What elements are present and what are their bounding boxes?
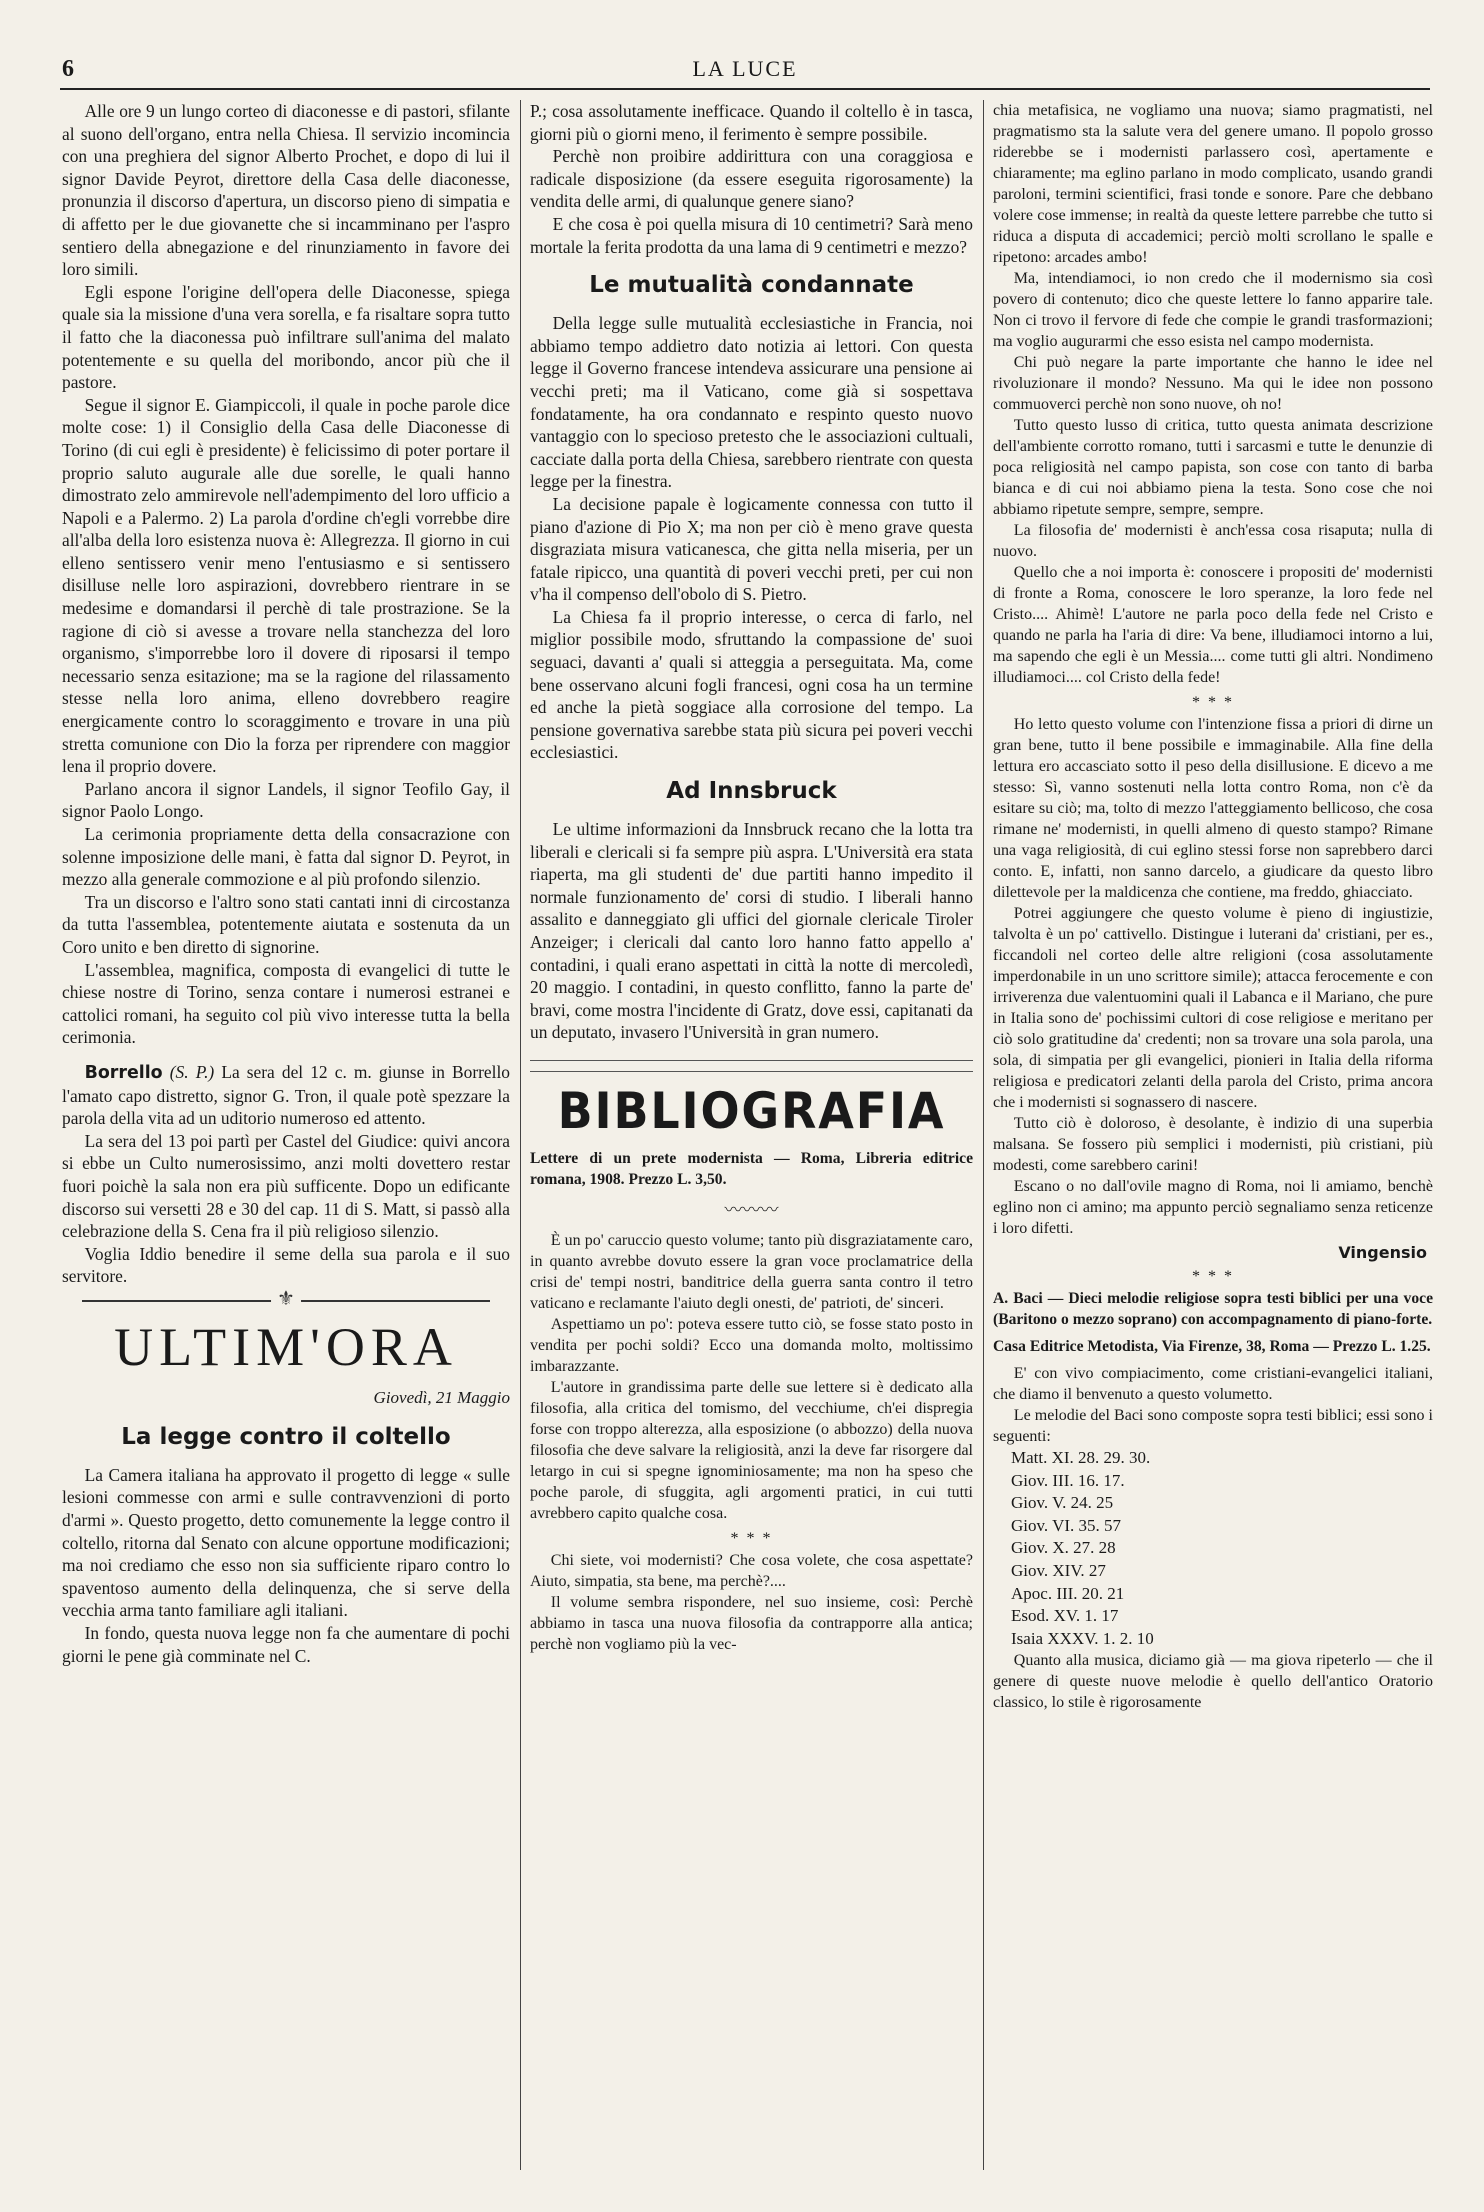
innsbruck-title: Ad Innsbruck (666, 778, 837, 805)
list-item: Esod. XV. 1. 17 (1011, 1606, 1119, 1626)
paragraph: L'assemblea, magnifica, composta di evangelici di tutte le chiese nostre di Torino, senza contare i numerosi estranei e cattolici romani, ha seguito col più vivo interesse tutta la bella cerimonia. (62, 959, 510, 1048)
paragraph: La decisione papale è logicamente connessa con tutto il piano d'azione di Pio X; ma non per ciò è meno grave questa disgraziata misura vaticanesca, che gitta nella miseria, per un fatale ripicco, una quantità di poveri vecchi preti, per cui non v'ha il compenso dell'obolo di S. Pietro. (530, 493, 973, 605)
column-1 (62, 100, 510, 2180)
masthead: LA LUCE (692, 56, 798, 81)
column-divider (983, 100, 984, 2170)
borrello-heading: Borrello (84, 1062, 163, 1083)
borrello-place: (S. P.) (169, 1061, 215, 1082)
paragraph: In fondo, questa nuova legge non fa che aumentare di pochi giorni le pene già comminate nel C. (62, 1623, 510, 1666)
paragraph: Voglia Iddio benedire il seme della sua parola e il suo servitore. (62, 1243, 510, 1287)
paragraph: Aspettiamo un po': poteva essere tutto ciò, se fosse stato posto in vendita per pochi soldi? Ecco una domanda molto, moltissimo imbarazzante. (530, 1315, 973, 1375)
ultimora-title: ULTIM'ORA (114, 1316, 458, 1377)
paragraph: Quello che a noi importa è: conoscere i propositi de' modernisti di fronte a Roma, conoscere le loro speranze, la loro fede nel Cristo.... Ahimè! L'autore ne parla poco della fede nel Cristo e quando ne parla ha l'aria di dire: Va bene, illudiamoci intorno a lui, ma sapendo che egli è un Messia.... come tutti gli altri. Nondimeno illudiamoci.... col Cristo della fede! (993, 564, 1433, 686)
paragraph: Il volume sembra rispondere, nel suo insieme, così: Perchè abbiamo in tasca una nuova filosofia da contrapporre alla antica; perchè non vogliamo più la vec- (530, 1593, 973, 1653)
list-item: Giov. V. 24. 25 (1011, 1493, 1114, 1513)
paragraph: Ho letto questo volume con l'intenzione fissa a priori di dirne un gran bene, tutto il bene possibile e immaginabile. Alla fine della lettura ero accasciato sotto il peso della disillusione. E dicevo a me stesso: Sì, vanno sostenuti nella lotta contro Roma, non c'è da esitare su ciò; ma, tolto di mezzo l'atteggiamento bellicoso, che cosa rimane ne' modernisti, in quelli almeno di questo stampo? Rimane una vaga religiosità, di cui eglino stessi forse non saprebbero darci conto. E, infatti, non sanno darcelo, a giudicare da questo libro dilettevole per la maldicenza che contiene, ma freddo, ghiacciato. (993, 716, 1433, 901)
paragraph: Chi siete, voi modernisti? Che cosa volete, che cosa aspettate? Aiuto, simpatia, sta bene, ma perchè?.... (530, 1551, 973, 1590)
book-citation: A. Baci — Dieci melodie religiose sopra testi biblici per una voce (Baritono o mezzo soprano) con accompagnamento di piano-forte. (993, 1290, 1433, 1328)
paragraph: Perchè non proibire addirittura con una coraggiosa e radicale disposizione (da essere eseguita rigorosamente) la vendita delle armi, di qualunque genere siano? (530, 146, 973, 212)
coltello-title: La legge contro il coltello (121, 1423, 451, 1450)
paragraph: Escano o no dall'ovile magno di Roma, noi li amiamo, benchè eglino non ci amino; ma appunto perciò segnaliamo senza reticenze i loro difetti. (993, 1178, 1433, 1237)
page-header (60, 52, 1430, 90)
publisher-info: Casa Editrice Metodista, Via Firenze, 38, Roma — Prezzo L. 1.25. (993, 1338, 1431, 1355)
list-item: Giov. VI. 35. 57 (1011, 1515, 1122, 1535)
paragraph: Tutto questo lusso di critica, tutto questa animata descrizione dell'ambiente corrotto romano, tutti i sarcasmi e tutte le denunzie di poca religiosità nel campo papista, son cose con tanto di barba bianca e di cui noi abbiamo piena la testa. Sono cose che noi abbiamo ripetute sempre, sempre, sempre. (993, 417, 1433, 518)
paragraph: Della legge sulle mutualità ecclesiastiche in Francia, noi abbiamo tempo addietro dato notizia ai lettori. Con questa legge il Governo francese intendeva assicurare una pensione ai vecchi preti; ma il Vaticano, come già si sospettava fondatamente, ha ora condannato e respinto questo nuovo vantaggio con lo specioso pretesto che le associazioni cultuali, cacciate dalla porta della Chiesa, sarebbero rientrate con questa legge per la finestra. (530, 313, 973, 492)
paragraph: Quanto alla musica, diciamo già — ma giova ripeterlo — che il genere di queste nuove melodie è quello dell'antico Oratorio classico, lo stile è rigorosamente (993, 1652, 1433, 1712)
column-3 (993, 100, 1433, 2180)
paragraph: La cerimonia propriamente detta della consacrazione con solenne imposizione delle mani, è fatta dal signor D. Peyrot, in mezzo alla generale commozione e al più profondo silenzio. (62, 824, 510, 890)
fleur-icon: ⚜ (271, 1286, 301, 1311)
paragraph: Segue il signor E. Giampiccoli, il quale in poche parole dice molte cose: 1) il Consiglio della Casa delle Diaconesse di Torino (di cui egli è presidente) è felicissimo di poter portare il proprio saluto augurale alle due sorelle, le quali hanno dimostrato zelo ammirevole nell'adempimento del loro ufficio a Napoli e a Palermo. 2) La parola d'ordine ch'egli vorrebbe dire all'alba della loro esistenza nuova è: Allegrezza. Il giorno in cui elleno sentissero venir meno l'entusiasmo e si sentissero disilluse nelle loro aspirazioni, dovrebbero rientrare in se medesime e domandarsi il perchè di tale prostrazione. Se la ragione di ciò si avesse a trovare nella stanchezza del loro organismo, s'imporrebbe loro il dovere di riposarsi il tempo necessario senza esitazione; ma se la ragione del rilassamento stesse nella loro anima, elleno dovrebbero reagire energicamente contro lo scoraggimento e trovare in una più stretta comunione con Dio la forza per riprendere con maggior lena il proprio dovere. (62, 394, 510, 777)
bible-references (1011, 1447, 1433, 1650)
paragraph: chia metafisica, ne vogliamo una nuova; siamo pragmatisti, nel pragmatismo sta la salute vera del genere umano. Il popolo grosso riderebbe se i modernisti parlassero così, apertamente e chiaramente; ma eglino parlano in modo complicato, usando grandi paroloni, termini scientifici, frasi tonde e sonore. Pare che debbano volere cose immense; in realtà da queste lettere parrebbe che tutto si riduca a disputa di accademici; perciò molti scrollano le spalle e ripetono: arcades ambo! (993, 102, 1433, 266)
mutualita-title: Le mutualità condannate (589, 272, 914, 299)
paragraph: Alle ore 9 un lungo corteo di diaconesse e di pastori, sfilante al suono dell'organo, entra nella Chiesa. Il servizio incomincia con una preghiera del signor Alberto Prochet, e dopo di lui il signor Davide Peyrot, direttore della Casa delle diaconesse, pronunzia il discorso d'apertura, un discorso pieno di simpatia e di affetto per le due giovanette che si incamminano per l'aspro sentiero della abnegazione e del rinunziamento in favore dei loro simili. (62, 101, 510, 280)
paragraph: Ma, intendiamoci, io non credo che il modernismo sia così povero di contenuto; dico che queste lettere lo fanno apparire tale. Non ci trovo il fervore di fede che compie le grandi trasformazioni; ma voglio augurarmi che esso esista nel campo modernista. (993, 270, 1433, 350)
paragraph: La sera del 12 c. m. giunse in Borrello l'amato capo distretto, signor G. Tron, il quale potè spezzare la parola della vita ad un uditorio numeroso ed attento. (62, 1061, 510, 1129)
wavy-divider (530, 1060, 973, 1072)
paragraph: E che cosa è poi quella misura di 10 centimetri? Sarà meno mortale la ferita prodotta da una lama di 9 centimetri e mezzo? (530, 213, 973, 257)
paragraph: Egli espone l'origine dell'opera delle Diaconesse, spiega quale sia la missione d'una vera sorella, e fa risaltare sopra tutto il fatto che la diaconessa può infiltrare sull'anima del malato potentemente e su quella del moribondo, ancor più che il pastore. (62, 281, 510, 393)
stars-ornament: * * * (730, 1529, 773, 1547)
list-item: Giov. III. 16. 17. (1011, 1470, 1125, 1490)
list-item: Apoc. III. 20. 21 (1011, 1583, 1125, 1603)
borrello-article (62, 1061, 510, 1130)
paragraph: È un po' caruccio questo volume; tanto più disgraziatamente caro, in quanto avrebbe dovuto essere la gran voce proclamatrice della crisi de' tempi nostri, banditrice della guerra santa contro il tetro vaticano e reclamante l'aiuto degli onesti, de' patrioti, de' sinceri. (530, 1231, 973, 1312)
ornament-divider (62, 1287, 510, 1312)
column-2 (530, 100, 973, 2180)
page-number: 6 (62, 56, 74, 82)
paragraph: Chi può negare la parte importante che hanno le idee nel rivoluzionare il mondo? Nessuno. Ma qui le idee non possono commuoverci perchè non sono nuove, oh no! (993, 354, 1433, 413)
paragraph: Le ultime informazioni da Innsbruck recano che la lotta tra liberali e clericali si fa sempre più aspra. L'Università era stata riaperta, ma gli studenti de' due partiti hanno impedito il normale funzionamento de' corsi di studio. I liberali hanno assalito e danneggiato gli uffici del giornale clericale Tiroler Anzeiger; i clericali dal canto loro hanno fatto appello a' contadini, i quali erano aspettati in città la notte di mercoledì, 20 maggio. I contadini, in questo conflitto, fanno la parte de' bravi, come mostra l'incidente di Gratz, dove essi, capitanati da un deputato, invasero l'Università in gran numero. (530, 819, 973, 1043)
tilde-ornament: 〰〰〰 (724, 1199, 779, 1220)
paragraph: Tutto ciò è doloroso, è desolante, è indizio di una superbia malsana. Se fossero più semplici i modernisti, più cristiani, più modesti, come sarebbero carini! (993, 1115, 1433, 1174)
paragraph: La Chiesa fa il proprio interesse, o cerca di farlo, nel miglior possibile modo, sfruttando la compassione de' suoi seguaci, davanti a' quali si atteggia a perseguitata. Ma, come bene osservano alcuni fogli francesi, ogni cosa ha un termine ed anche la pietà soggiace alla corrosione del tempo. La pensione governativa sarebbe stata più sicura pei poveri vecchi ecclesiastici. (530, 606, 973, 763)
paragraph: Le melodie del Baci sono composte sopra testi biblici; essi sono i seguenti: (993, 1407, 1433, 1445)
stars-ornament: * * * (1192, 1268, 1234, 1285)
bibliografia-title: BIBLIOGRAFIA (557, 1081, 946, 1140)
paragraph: P.; cosa assolutamente inefficace. Quando il coltello è in tasca, giorni più o giorni meno, il ferimento è sempre possibile. (530, 101, 973, 144)
author-signature: Vingensio (1338, 1243, 1427, 1262)
stars-ornament: * * * (1192, 694, 1234, 711)
list-item: Matt. XI. 28. 29. 30. (1011, 1448, 1151, 1467)
list-item: Giov. XIV. 27 (1011, 1560, 1106, 1580)
list-item: Giov. X. 27. 28 (1011, 1538, 1116, 1558)
paragraph: L'autore in grandissima parte delle sue lettere si è dedicato alla filosofia, alla critica del tomismo, del vecchiume, ch'ei dispregia forse con troppo alterezza, alla esposizione (o abbozzo) della nuova filosofia che deve salvare la religiosità, anzi la deve far risorgere dal letargo in cui si spegne ignominiosamente; ma non ha speso che poche parole, di sfuggita, agli argomenti pratici, in cui tutti avrebbero capito qualche cosa. (530, 1378, 973, 1522)
paragraph: Parlano ancora il signor Landels, il signor Teofilo Gay, il signor Paolo Longo. (62, 778, 510, 822)
paragraph: E' con vivo compiacimento, come cristiani-evangelici italiani, che diamo il benvenuto a questo volumetto. (993, 1365, 1433, 1403)
paragraph: Potrei aggiungere che questo volume è pieno di ingiustizie, talvolta è un po' cattivello. Distingue i luterani da' cristiani, per es., ficcandoli nel corteo delle altre religioni (cosa assolutamente imperdonabile in un uno scrittore simile); attacca ferocemente e con irriverenza due valentuomini quali il Labanca e il Mariano, che pure in Italia sono de' pochissimi cultori di cose religiose e meritano per ciò solo gratitudine da' credenti; non sa trovare una sola parola, una sola, di simpatia per gli evangelici, pionieri in Italia della riforma religiosa e predicatori zelanti della parola del Cristo, prima ancora che i modernisti si sognassero di nascere. (993, 905, 1433, 1111)
paragraph: La Camera italiana ha approvato il progetto di legge « sulle lesioni commesse con armi e sulle contravvenzioni di porto d'armi ». Questo progetto, detto comunemente la legge contro il coltello, ritorna dal Senato con alcune opportune modificazioni; ma noi crediamo che esso non sia sufficiente riparo contro lo spaventoso aumento della delinquenza, che si serve della vecchia arma tanto familiare agli italiani. (62, 1464, 510, 1621)
book-citation: Lettere di un prete modernista — Roma, Libreria editrice romana, 1908. Prezzo L. 3,50. (530, 1149, 973, 1188)
ultimora-date: Giovedì, 21 Maggio (373, 1387, 510, 1407)
list-item: Isaia XXXV. 1. 2. 10 (1011, 1628, 1154, 1648)
paragraph: La sera del 13 poi partì per Castel del Giudice: quivi ancora si ebbe un Culto numerosissimo, anzi molti dovettero restar fuori poichè la sala non era più sufficente. Dopo un edificante discorso sui versetti 28 e 30 del cap. 11 di S. Matt, si passò alla celebrazione della S. Cena fra il più religioso silenzio. (62, 1130, 510, 1242)
paragraph: Tra un discorso e l'altro sono stati cantati inni di circostanza da tutta l'assemblea, potentemente aiutata e sostenuta da un Coro unito e ben diretto di signorine. (62, 891, 510, 957)
column-divider (520, 100, 521, 2170)
paragraph: La filosofia de' modernisti è anch'essa cosa risaputa; nulla di nuovo. (993, 522, 1433, 560)
